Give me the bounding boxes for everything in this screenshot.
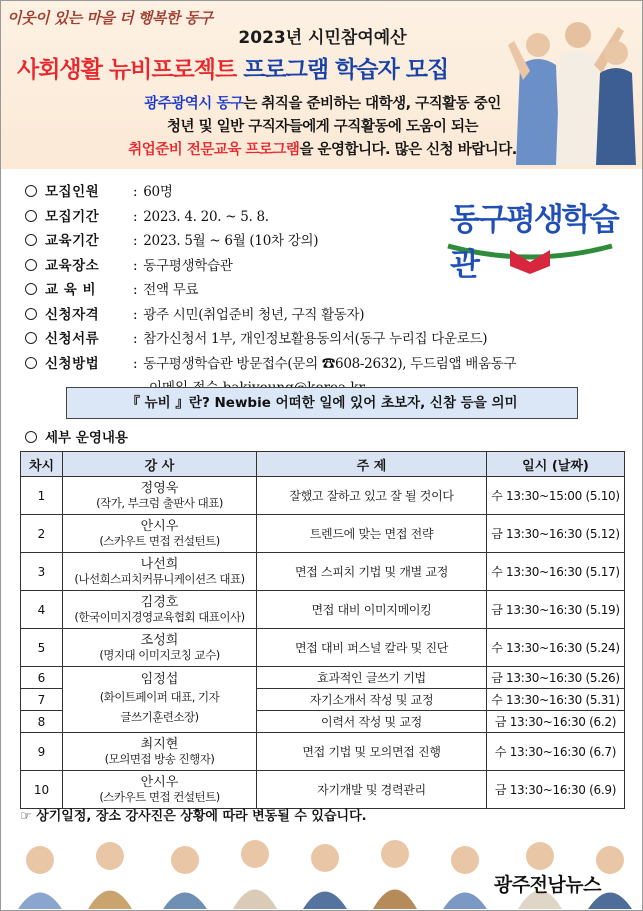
info-row-edu-period: 교육기간 : 2023. 5월 ~ 6월 (10차 강의) <box>25 229 516 254</box>
info-value: 참가신청서 1부, 개인정보활용동의서(동구 누리집 다운로드) <box>143 331 488 347</box>
instructor-cell <box>63 515 257 553</box>
bullet-circle-icon <box>25 332 37 344</box>
session-number: 10 <box>21 771 63 809</box>
session-number: 8 <box>21 711 63 733</box>
bullet-circle-icon <box>25 259 37 271</box>
bullet-circle-icon <box>25 357 37 369</box>
topic-cell: 면접 대비 퍼스널 칼라 및 진단 <box>257 629 487 667</box>
learning-center-logo <box>440 180 620 283</box>
bullet-circle-icon <box>25 283 37 295</box>
newbie-definition-box: 『 뉴비 』란? Newbie 어떠한 일에 있어 초보자, 신참 등을 의미 <box>66 387 578 419</box>
intro-line2: 청년 및 일반 구직자들에게 구직활동에 도움이 되는 <box>167 119 478 135</box>
instructor-cell <box>63 477 257 515</box>
detail-heading <box>25 426 128 446</box>
col-header-instructor: 강 사 <box>63 452 257 477</box>
info-value: 광주 시민(취업준비 청년, 구직 활동자) <box>143 306 365 323</box>
intro-text <box>1 93 643 162</box>
info-row-recruit-count: 모집인원 : 60명 <box>25 180 516 205</box>
instructor-cell <box>63 553 257 591</box>
session-number: 2 <box>21 515 63 553</box>
col-header-date: 일시 (날짜) <box>487 452 625 477</box>
info-label: 모집기간 <box>45 208 100 225</box>
date-cell: 금 13:30~16:30 (6.2) <box>487 711 625 733</box>
info-label: 신청자격 <box>45 306 100 323</box>
instructor-name: 임정섭 <box>140 672 179 687</box>
instructor-affiliation: (스카우트 면접 컨설턴트) <box>99 533 220 548</box>
info-value: 2023. 4. 20. ~ 5. 8. <box>143 208 269 225</box>
col-header-session: 차시 <box>21 452 63 477</box>
table-row <box>21 733 625 771</box>
info-label: 교 육 비 <box>45 282 97 298</box>
date-cell: 수 13:30~16:30 (5.17) <box>487 553 625 591</box>
table-header-row <box>21 452 625 477</box>
date-cell: 금 13:30~16:30 (5.26) <box>487 667 625 689</box>
schedule-table <box>20 451 625 809</box>
instructor-name: 최지현 <box>140 736 179 752</box>
instructor-affiliation: (화이트페이퍼 대표, 기자 <box>99 690 220 704</box>
session-number: 3 <box>21 553 63 591</box>
table-row <box>21 667 625 689</box>
poster-header <box>1 1 642 169</box>
instructor-affiliation: (스카우트 면접 컨설턴트) <box>99 789 220 804</box>
instructor-name: 김경호 <box>140 594 179 610</box>
session-number: 6 <box>21 667 63 689</box>
topic-cell: 면접 기법 및 모의면접 진행 <box>257 733 487 771</box>
schedule-footnote: ☞ 상기일정, 장소 강사진은 상황에 따라 변동될 수 있습니다. <box>20 809 367 824</box>
table-row <box>21 477 625 515</box>
title-red: 사회생활 뉴비프로젝트 <box>17 57 237 83</box>
info-row-recruit-period: 모집기간 : 2023. 4. 20. ~ 5. 8. <box>25 205 516 230</box>
info-value: 2023. 5월 ~ 6월 (10차 강의) <box>143 233 319 249</box>
date-cell: 금 13:30~16:30 (6.9) <box>487 771 625 809</box>
title-year: 2023년 시민참여예산 <box>238 28 407 48</box>
instructor-cell <box>63 771 257 809</box>
intro-line1: 는 취직을 준비하는 대학생, 구직활동 중인 <box>243 96 501 112</box>
slogan-logo: 이웃이 있는 마을 더 행복한 동구 <box>7 9 213 27</box>
instructor-name: 안시우 <box>140 518 179 534</box>
instructor-cell <box>63 591 257 629</box>
info-row-documents: 신청서류 : 참가신청서 1부, 개인정보활용동의서(동구 누리집 다운로드) <box>25 327 516 352</box>
detail-heading-text: 세부 운영내용 <box>45 430 128 446</box>
bullet-circle-icon <box>25 210 37 222</box>
topic-cell: 자기개발 및 경력관리 <box>257 771 487 809</box>
intro-district: 광주광역시 동구 <box>144 96 244 112</box>
topic-cell: 면접 대비 이미지메이킹 <box>257 591 487 629</box>
bullet-circle-icon <box>25 431 37 443</box>
news-brand-logo: 광주전남뉴스 <box>493 874 601 896</box>
table-row <box>21 771 625 809</box>
instructor-cell-merged <box>63 667 257 733</box>
topic-cell: 이력서 작성 및 교정 <box>257 711 487 733</box>
table-row <box>21 591 625 629</box>
topic-cell: 트렌드에 맞는 면접 전략 <box>257 515 487 553</box>
session-number: 1 <box>21 477 63 515</box>
logo-text: 동구평생학습관 <box>450 202 618 283</box>
date-cell: 수 13:30~15:00 (5.10) <box>487 477 625 515</box>
instructor-cell <box>63 733 257 771</box>
info-row-venue: 교육장소 : 동구평생학습관 <box>25 254 516 279</box>
instructor-cell <box>63 629 257 667</box>
instructor-affiliation: (작가, 부크럼 출판사 대표) <box>96 495 223 510</box>
date-cell: 금 13:30~16:30 (5.12) <box>487 515 625 553</box>
info-value: 60명 <box>143 184 173 200</box>
title-blue: 프로그램 학습자 모집 <box>243 57 449 83</box>
info-row-eligibility: 신청자격 : 광주 시민(취업준비 청년, 구직 활동자) <box>25 303 516 328</box>
info-label: 신청방법 <box>45 355 100 372</box>
info-label: 신청서류 <box>45 331 100 347</box>
col-header-topic: 주 제 <box>257 452 487 477</box>
bullet-circle-icon <box>25 308 37 320</box>
topic-cell: 자기소개서 작성 및 교정 <box>257 689 487 711</box>
date-cell: 금 13:30~16:30 (5.19) <box>487 591 625 629</box>
main-title <box>17 51 448 84</box>
session-number: 5 <box>21 629 63 667</box>
topic-cell: 면접 스피치 기법 및 개별 교정 <box>257 553 487 591</box>
date-cell: 수 13:30~16:30 (5.31) <box>487 689 625 711</box>
instructor-affiliation: (모의면접 방송 진행자) <box>104 751 215 766</box>
instructor-name: 안시우 <box>140 774 179 790</box>
instructor-affiliation: 글쓰기훈련소장) <box>120 710 199 724</box>
instructor-affiliation: (명지대 이미지코칭 교수) <box>99 647 220 662</box>
date-cell: 수 13:30~16:30 (6.7) <box>487 733 625 771</box>
info-value: 동구평생학습관 방문접수(문의 ☎608-2632), 두드림앱 배움동구 <box>143 355 517 372</box>
bullet-circle-icon <box>25 234 37 246</box>
intro-program: 취업준비 전문교육 프로그램 <box>128 142 300 158</box>
instructor-name: 나선희 <box>140 556 179 572</box>
instructor-affiliation: (한국이미지경영교육협회 대표이사) <box>74 609 245 624</box>
table-row <box>21 515 625 553</box>
topic-cell: 잘했고 잘하고 있고 잘 될 것이다 <box>257 477 487 515</box>
info-value: 전액 무료 <box>143 282 199 298</box>
session-number: 7 <box>21 689 63 711</box>
table-row <box>21 629 625 667</box>
info-label: 모집인원 <box>45 184 100 200</box>
instructor-affiliation: (나선희스피치커뮤니케이션즈 대표) <box>74 571 245 586</box>
topic-cell: 효과적인 글쓰기 기법 <box>257 667 487 689</box>
info-label: 교육기간 <box>45 233 100 249</box>
info-row-method: 신청방법 : 동구평생학습관 방문접수(문의 ☎608-2632), 두드림앱 배움동구 <box>25 352 516 377</box>
instructor-name: 정영욱 <box>140 480 179 496</box>
session-number: 4 <box>21 591 63 629</box>
date-cell: 수 13:30~16:30 (5.24) <box>487 629 625 667</box>
intro-line3: 을 운영합니다. 많은 신청 바랍니다. <box>299 142 517 158</box>
table-row <box>21 553 625 591</box>
info-label: 교육장소 <box>45 257 100 274</box>
session-number: 9 <box>21 733 63 771</box>
info-value: 동구평생학습관 <box>143 257 233 274</box>
info-row-fee: 교 육 비 : 전액 무료 <box>25 278 516 303</box>
instructor-name: 조성희 <box>140 632 179 648</box>
bullet-circle-icon <box>25 185 37 197</box>
